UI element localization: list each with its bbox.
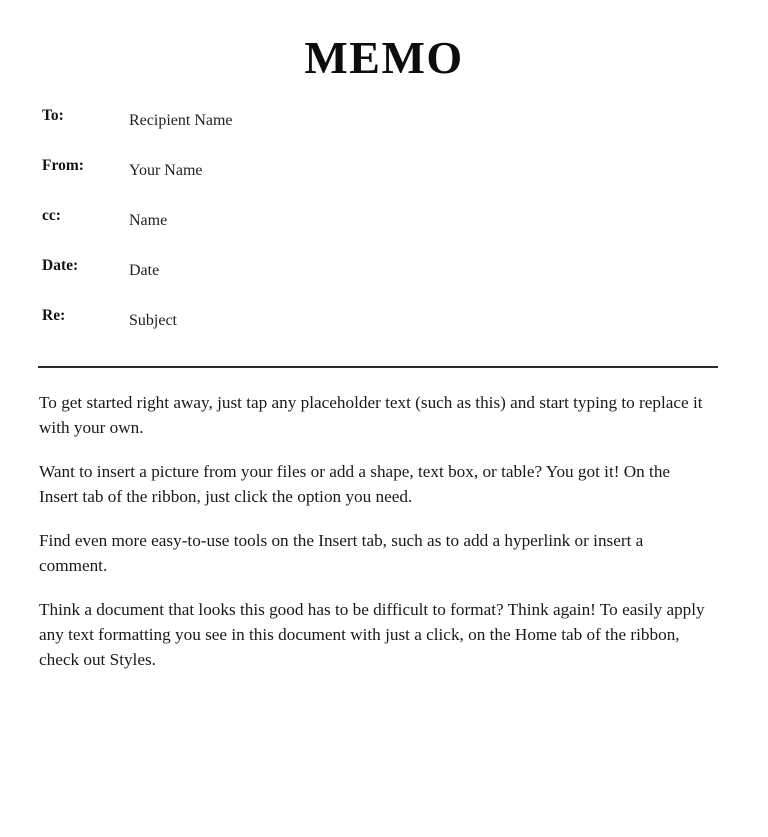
memo-field-cc[interactable] bbox=[42, 208, 726, 258]
page-title: MEMO bbox=[304, 32, 464, 83]
body-paragraph[interactable]: Think a document that looks this good has to be difficult to format? Think again! To easily apply any text formatting you see in this document with just a click, on the Home tab of the ribbon, check out Styles. bbox=[39, 600, 705, 670]
memo-field-value-date[interactable]: Date bbox=[129, 262, 160, 280]
memo-field-date[interactable] bbox=[42, 258, 726, 308]
memo-field-label-to: To: bbox=[42, 107, 64, 125]
memo-field-value-re[interactable]: Subject bbox=[129, 312, 177, 330]
memo-field-to[interactable] bbox=[42, 108, 726, 158]
memo-field-label-re: Re: bbox=[42, 307, 66, 325]
memo-field-value-from[interactable]: Your Name bbox=[129, 162, 203, 180]
memo-field-label-from: From: bbox=[42, 157, 84, 175]
memo-field-label-date: Date: bbox=[42, 257, 79, 275]
body-paragraph[interactable]: Find even more easy-to-use tools on the Insert tab, such as to add a hyperlink or insert a comment. bbox=[39, 531, 644, 576]
memo-field-re[interactable] bbox=[42, 308, 726, 358]
memo-field-from[interactable] bbox=[42, 158, 726, 208]
memo-field-value-cc[interactable]: Name bbox=[129, 212, 168, 230]
memo-field-value-to[interactable]: Recipient Name bbox=[129, 112, 233, 130]
memo-header-fields bbox=[0, 108, 768, 358]
memo-field-label-cc: cc: bbox=[42, 207, 61, 225]
memo-body bbox=[0, 368, 768, 672]
body-paragraph[interactable]: Want to insert a picture from your files or add a shape, text box, or table? You got it! On the Insert tab of the ribbon, just click the option you need. bbox=[39, 462, 671, 507]
body-paragraph[interactable]: To get started right away, just tap any placeholder text (such as this) and start typing to replace it with your own. bbox=[39, 393, 703, 438]
